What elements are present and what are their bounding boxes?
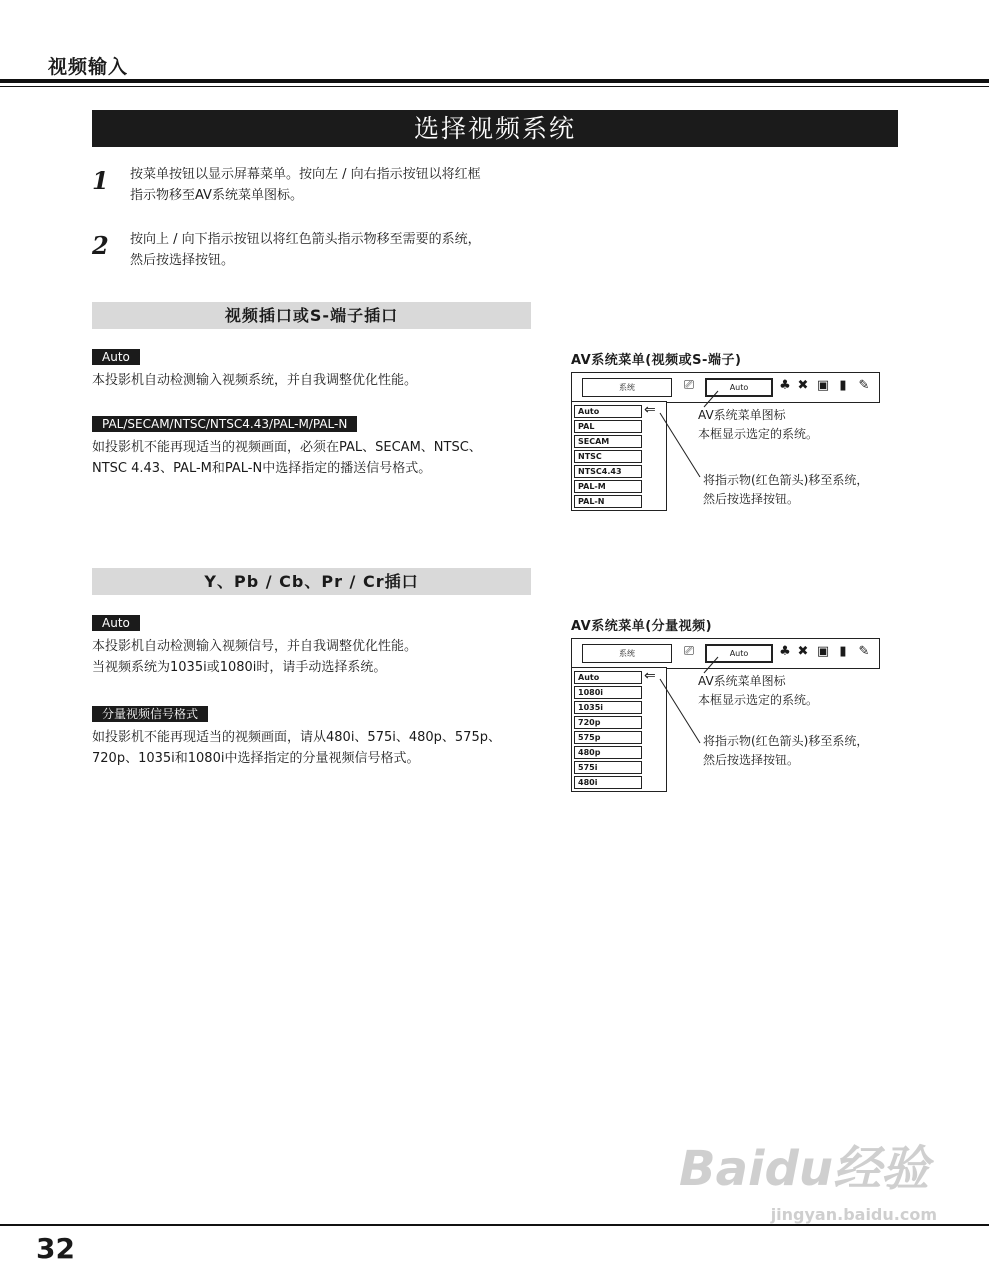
option-item[interactable]: 1035i [574, 701, 642, 714]
formats-tag: 分量视频信号格式 [92, 706, 208, 722]
callout-icon-note [698, 406, 818, 444]
callout-pointer-note [703, 471, 868, 509]
auto-line: 本投影机自动检测输入视频信号，并自我调整优化性能。 [92, 639, 418, 654]
watermark-url: jingyan.baidu.com [770, 1205, 937, 1224]
gear-icon: ▮ [839, 378, 847, 393]
auto-line: 当视频系统为1035i或1080i时，请手动选择系统。 [92, 660, 387, 675]
footer-rule [0, 1224, 989, 1226]
subsection-header: Y、Pb / Cb、Pr / Cr插口 [92, 568, 531, 595]
subsection-header: 视频插口或S-端子插口 [92, 302, 531, 329]
option-item[interactable]: 575i [574, 761, 642, 774]
screen-icon: ▣ [816, 644, 830, 659]
step-text [130, 164, 570, 206]
formats-description [92, 727, 542, 769]
callout-line: AV系统菜单图标 [698, 408, 786, 422]
wrench-icon: ✖ [797, 378, 809, 393]
auto-description [92, 636, 532, 678]
video-icon: ⎚ [683, 644, 695, 659]
step-text [130, 229, 570, 271]
callout-line: 然后按选择按钮。 [703, 753, 800, 767]
callout-line: AV系统菜单图标 [698, 674, 786, 688]
auto-tag: Auto [92, 349, 140, 365]
option-item[interactable]: SECAM [574, 435, 642, 448]
menu-system-label: 系统 [582, 378, 672, 397]
auto-description: 本投影机自动检测输入视频系统，并自我调整优化性能。 [92, 373, 418, 388]
pointer-arrow-icon: ⇐ [644, 668, 656, 684]
callout-icon-note [698, 672, 818, 710]
formats-line: 如投影机不能再现适当的视频画面，必须在PAL、SECAM、NTSC、 [92, 440, 482, 455]
formats-description [92, 437, 542, 479]
section-header: 视频输入 [48, 56, 129, 78]
option-item[interactable]: PAL-M [574, 480, 642, 493]
callout-pointer-note [703, 732, 868, 770]
pen-icon: ✎ [858, 644, 870, 659]
av-system-menubar [571, 638, 880, 669]
av-system-menubar [571, 372, 880, 403]
option-item[interactable]: 480i [574, 776, 642, 789]
palette-icon: ♣ [779, 378, 791, 393]
option-item[interactable]: NTSC4.43 [574, 465, 642, 478]
formats-line: 720p、1035i和1080i中选择指定的分量视频信号格式。 [92, 751, 420, 766]
option-item[interactable]: 1080i [574, 686, 642, 699]
menu-system-label: 系统 [582, 644, 672, 663]
wrench-icon: ✖ [797, 644, 809, 659]
step-number: 2 [92, 231, 109, 260]
page-number: 32 [36, 1232, 75, 1265]
callout-line: 将指示物(红色箭头)移至系统， [703, 734, 869, 748]
pen-icon: ✎ [858, 378, 870, 393]
step-line: 然后按选择按钮。 [130, 253, 235, 268]
screen-icon: ▣ [816, 378, 830, 393]
menu-selected-system: Auto [705, 378, 773, 397]
option-item[interactable]: 480p [574, 746, 642, 759]
watermark-logo: Baidu经验 [679, 1141, 929, 1197]
option-item[interactable]: PAL-N [574, 495, 642, 508]
option-item[interactable]: 575p [574, 731, 642, 744]
option-item[interactable]: NTSC [574, 450, 642, 463]
auto-tag: Auto [92, 615, 140, 631]
callout-line: 将指示物(红色箭头)移至系统， [703, 473, 869, 487]
header-rule-thin [0, 86, 989, 87]
menu-title: AV系统菜单(视频或S-端子) [571, 353, 742, 368]
step-line: 按向上 / 向下指示按钮以将红色箭头指示物移至需要的系统， [130, 232, 481, 247]
step-line: 按菜单按钮以显示屏幕菜单。按向左 / 向右指示按钮以将红框 [130, 167, 481, 182]
pointer-arrow-icon: ⇐ [644, 402, 656, 418]
formats-line: 如投影机不能再现适当的视频画面，请从480i、575i、480p、575p、 [92, 730, 501, 745]
header-rule [0, 79, 989, 83]
step-line: 指示物移至AV系统菜单图标。 [130, 188, 303, 203]
option-item[interactable]: 720p [574, 716, 642, 729]
step-number: 1 [92, 166, 109, 195]
callout-line: 然后按选择按钮。 [703, 492, 800, 506]
formats-tag: PAL/SECAM/NTSC/NTSC4.43/PAL-M/PAL-N [92, 416, 357, 432]
video-icon: ⎚ [683, 378, 695, 393]
menu-selected-system: Auto [705, 644, 773, 663]
callout-line: 本框显示选定的系统。 [698, 427, 819, 441]
formats-line: NTSC 4.43、PAL-M和PAL-N中选择指定的播送信号格式。 [92, 461, 432, 476]
palette-icon: ♣ [779, 644, 791, 659]
page-title: 选择视频系统 [92, 110, 898, 147]
menu-title: AV系统菜单(分量视频) [571, 619, 713, 634]
option-item[interactable]: Auto [574, 405, 642, 418]
option-item[interactable]: PAL [574, 420, 642, 433]
option-item[interactable]: Auto [574, 671, 642, 684]
callout-line: 本框显示选定的系统。 [698, 693, 819, 707]
gear-icon: ▮ [839, 644, 847, 659]
